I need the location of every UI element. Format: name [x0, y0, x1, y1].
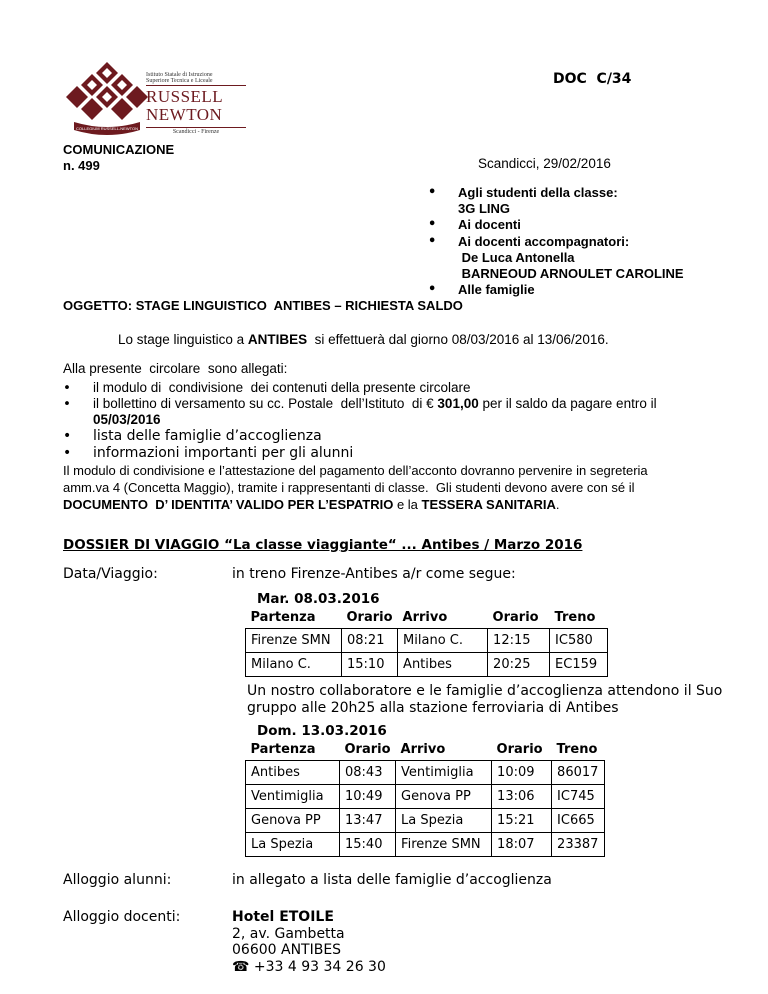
logo-name-2: NEWTON [146, 105, 223, 124]
alloggio-alunni-value: in allegato a lista delle famiglie d’accoglienza [232, 872, 552, 888]
logo-name-1: RUSSELL [146, 87, 224, 106]
welcome-note: Un nostro collaboratore e le famiglie d’accoglienza attendono il Suo gruppo alle 20h25 alla stazione ferroviaria di Antibes [247, 683, 723, 716]
school-logo [62, 60, 242, 140]
place-date: Scandicci, 29/02/2016 [478, 156, 611, 171]
hotel-address-1: 2, av. Gambetta [232, 925, 345, 942]
allegato-informazioni: • informazioni importanti per gli alunni [63, 445, 703, 462]
timetable-return [245, 725, 605, 857]
t2-h-orario: Orario [340, 738, 396, 761]
logo-ribbon-text: COLLEGIUM RUSSELL-NEWTON [76, 126, 138, 131]
logo-line-1: Istituto Statale di Istruzione [146, 72, 213, 78]
dossier-title: DOSSIER DI VIAGGIO “La classe viaggiante“ ... Antibes / Marzo 2016 [63, 537, 583, 553]
t1-h-orario2: Orario [488, 606, 550, 629]
t2-h-treno: Treno [552, 738, 605, 761]
return-date: Dom. 13.03.2016 [257, 723, 387, 739]
t2-h-partenza: Partenza [246, 738, 340, 761]
viaggio-value: in treno Firenze-Antibes a/r come segue: [232, 566, 516, 582]
outbound-date: Mar. 08.03.2016 [257, 591, 380, 607]
table-row: La Spezia 15:40 Firenze SMN 18:07 23387 [246, 833, 605, 857]
allegato-modulo: • il modulo di condivisione dei contenuti della presente circolare [63, 380, 703, 396]
recipient-students: • Agli studenti della classe: 3G LING [428, 185, 684, 217]
table-row: Ventimiglia 10:49 Genova PP 13:06 IC745 [246, 785, 605, 809]
hotel-address-block [232, 909, 386, 975]
doc-code: DOC C/34 [553, 71, 632, 87]
t2-h-arrivo: Arrivo [396, 738, 492, 761]
recipient-teachers: • Ai docenti [428, 217, 684, 233]
t1-h-orario: Orario [342, 606, 398, 629]
allegati-list [63, 380, 703, 462]
t1-h-arrivo: Arrivo [398, 606, 488, 629]
t1-h-partenza: Partenza [246, 606, 342, 629]
hotel-address-2: 06600 ANTIBES [232, 942, 342, 958]
hotel-phone: +33 4 93 34 26 30 [253, 958, 386, 975]
comunicazione-number: n. 499 [63, 158, 100, 173]
oggetto: OGGETTO: STAGE LINGUISTICO ANTIBES – RICHIESTA SALDO [63, 298, 463, 313]
table-row: Firenze SMN 08:21 Milano C. 12:15 IC580 [246, 629, 608, 653]
hotel-phone-line [232, 959, 386, 976]
logo-city: Scandicci - Firenze [146, 127, 246, 135]
table-row: Genova PP 13:47 La Spezia 15:21 IC665 [246, 809, 605, 833]
hotel-name: Hotel ETOILE [232, 909, 334, 925]
allegati-intro: Alla presente circolare sono allegati: [63, 361, 288, 376]
comunicazione-label: COMUNICAZIONE [63, 142, 175, 157]
table-row: Milano C. 15:10 Antibes 20:25 EC159 [246, 653, 608, 677]
t2-h-orario2: Orario [492, 738, 552, 761]
alloggio-docenti-label: Alloggio docenti: [63, 909, 181, 925]
timetable-outbound [245, 593, 608, 677]
comunicazione-block [63, 142, 174, 174]
logo-emblem-icon [62, 60, 152, 138]
alloggio-alunni-label: Alloggio alunni: [63, 872, 172, 888]
intro-line: Lo stage linguistico a ANTIBES si effettuerà dal giorno 08/03/2016 al 13/06/2016. [118, 332, 609, 347]
recipient-families: • Alle famiglie [428, 282, 684, 298]
viaggio-label: Data/Viaggio: [63, 566, 158, 582]
recipient-accompanying: • Ai docenti accompagnatori: De Luca Antonella BARNEOUD ARNOULET CAROLINE [428, 234, 684, 283]
recipients-list [428, 185, 684, 298]
logo-line-2: Superiore Tecnica e Liceale [146, 78, 246, 86]
allegato-famiglie: • lista delle famiglie d’accoglienza [63, 428, 703, 445]
notice-paragraph: Il modulo di condivisione e l’attestazione del pagamento dell’acconto dovranno pervenire in segreteria amm.va 4 (Concetta Maggio), tramite i rappresentanti di classe. Gli studenti devono avere con sé il DOCUMENTO D’ IDENTITA’ VALIDO PER L’ESPATRIO e la TESSERA SANITARIA. [63, 463, 648, 512]
allegato-bollettino: • il bollettino di versamento su cc. Postale dell’Istituto di € 301,00 per il saldo da pagare entro il 05/03/2016 [63, 396, 703, 428]
phone-icon: ☎ [232, 958, 250, 975]
t1-h-treno: Treno [550, 606, 608, 629]
table-row: Antibes 08:43 Ventimiglia 10:09 86017 [246, 761, 605, 785]
